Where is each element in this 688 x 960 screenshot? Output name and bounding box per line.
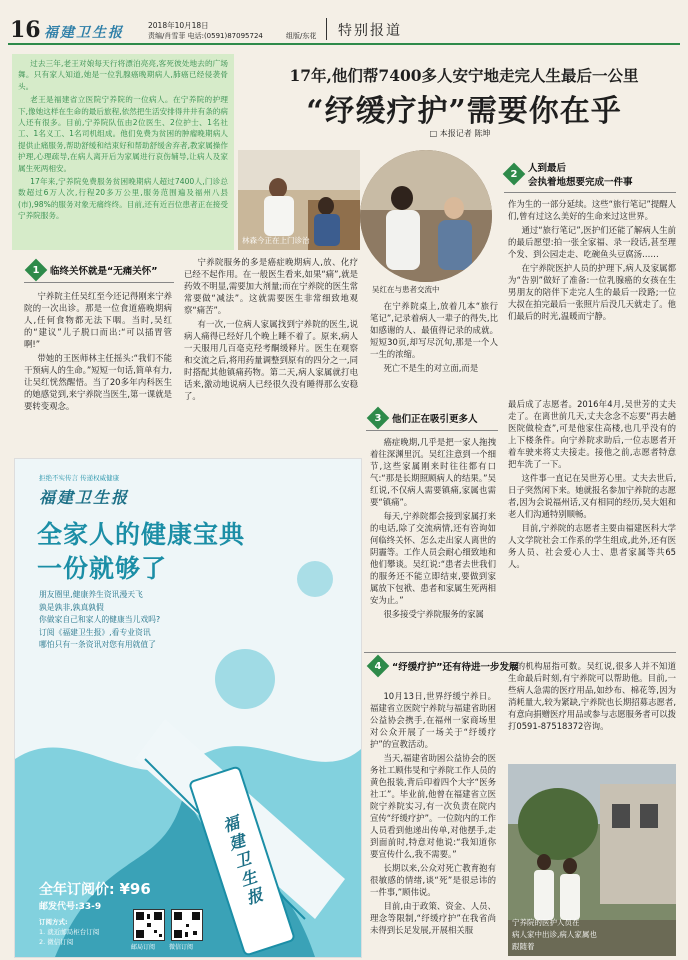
page-number: 16	[10, 17, 41, 43]
ad-order-item: 1. 就近邮局柜台订阅	[39, 928, 100, 936]
section1-number-badge: 1	[25, 259, 48, 282]
section2-number-badge: 2	[503, 163, 526, 186]
middle-paragraph: 在宁养院桌上,放着几本“旅行笔记”,记录着病人一辈子的得失,比如感谢的人、最值得记录的成就。短短30页,却写尽沉旬,那是一个人一生的浓缩。	[370, 301, 498, 359]
section1-header	[28, 262, 158, 278]
section4-body	[370, 690, 496, 956]
ad-banner: 全家人的健康宝典	[37, 520, 246, 549]
ad-order-title: 订阅方式:	[39, 918, 68, 926]
section1-paragraph: 宁养院服务的多是癌症晚期病人,放、化疗已经不起作用。在一般医生看来,如果“痛”,就是药效不明显,需要加大剂量;而在宁养院的医生常常要做“减法”。这就需要医生非常细致地观察“痛苦”。	[184, 257, 358, 315]
section4-paragraph: 10月13日,世界纾缓宁养日。福建省立医院宁养院与福建省助困公益协会携手,在福州一家商场里对公众开展了一场关于“纾缓疗护”的宣教活动。	[370, 691, 496, 749]
section1-body-col2	[184, 256, 358, 452]
section4-number-badge: 4	[367, 655, 390, 678]
section3-number-badge: 3	[367, 407, 390, 430]
section4-cont-body	[508, 660, 676, 760]
ad-tube-text: 福建卫生报	[218, 812, 266, 910]
middle-paragraph: 死亡不是生的对立面,而是	[383, 363, 479, 373]
section2-header	[506, 160, 633, 188]
section3-cont-paragraph: 这件事一直记在吴世芳心里。丈夫去世后,日子突然闲下来。她就报名参加宁养院的志愿者,因为会说福州话,又有相同的经历,吴大姐和老人们沟通特别顺畅。	[508, 473, 676, 519]
section3-paragraph: 癌症晚期,几乎是把一家人拖拽着往深渊里沉。吴红注意到一个细节,这些家属刚来时往往都有口气:“那是长期照顾病人的结果。”吴红说,不仅病人需要镇痛,家属也需要“镇痛”。	[370, 437, 496, 507]
photo-house-visit-caption-1: 宁养院的医护人员在	[512, 918, 580, 927]
ad-order-item: 2. 微信订阅	[39, 938, 74, 946]
intro-paragraph: 过去三年,老王对娘每天行将漂泊亮亮,客死彼处地去的广场舞。只有家人知道,她是一位乳腺癌晚期病人,肺癌已经侵袭骨头。	[18, 59, 228, 91]
ad-line: 孰是孰非,孰真孰假	[39, 602, 104, 612]
ad-line: 你做家自己和家人的健康当儿戏吗?	[39, 615, 161, 624]
section3-cont-paragraph: 目前,宁养院的志愿者主要由福建医科大学人文学院社会工作系的学生组成,此外,还有医务人员、社会爱心人士、患者家属等共65人。	[508, 523, 676, 569]
byline-icon: □	[429, 129, 440, 138]
designer-line: 组版/东花	[286, 32, 317, 40]
section2-paragraph: 作为生的一部分延续。这些“旅行笔记”提醒人们,曾有过这么美好的生命来过这世界。	[508, 199, 676, 221]
ad-price-row	[39, 879, 151, 899]
ad-masthead: 福建卫生报	[39, 488, 130, 507]
photo-wuhong-caption: 吴红在与患者交流中	[372, 285, 440, 294]
byline-box	[380, 128, 540, 139]
header-divider	[326, 18, 327, 40]
page-header	[0, 0, 688, 46]
editor-line: 责编/肖雪菲 电话:(0591)87095724	[148, 32, 263, 40]
section4-paragraph: 长期以来,公众对死亡教育抱有很敏感的情绪,谈“死”是很忌讳的一件事,”顾伟说。	[370, 863, 496, 897]
header-rule	[8, 43, 680, 45]
section2-paragraph: 通过“旅行笔记”,医护们还能了解病人生前的最后愿望:拍一张全家福、录一段话,甚至理个发、到公园走走、吃碗鱼头豆腐汤……	[508, 225, 676, 259]
section3-cont-paragraph: 最后成了志愿者。2016年4月,吴世芳的丈夫走了。在离世前几天,丈夫念念不忘要“再去趟医院做检查”,可是他家住高楼,也几乎没有的上下楼条件。向宁养院求助后,一位志愿者开着车驶来将丈夫接走。接他之前,志愿者特意把车洗了一下。	[508, 399, 676, 469]
ad-line: 朋友圈里,健康养生资讯漫天飞	[39, 590, 143, 599]
photo-doctor-visit	[238, 150, 360, 250]
ad-qr-1	[133, 909, 165, 941]
section2-title-1: 人到最后	[528, 163, 567, 174]
ad-order-block	[39, 917, 99, 947]
intro-box	[12, 54, 234, 250]
subscription-ad	[14, 458, 362, 958]
ad-banner-2: 一份就够了	[37, 554, 168, 583]
photo-doctor-visit-caption: 林森今正在上门诊治	[242, 236, 310, 245]
section4-title: “纾缓疗护”还有待进一步发展	[392, 662, 519, 673]
intro-paragraph: 17年来,宁养院免费服务贫困晚期病人超过7400人,门诊总数超过6万人次,行程20多万公里,服务范围遍及福州八县(市),98%的服务对象无痛终终。目前,还有近百位患者正在接受宁养院服务。	[18, 177, 228, 221]
headline-main: “纾缓疗护”需要你在乎	[306, 94, 622, 129]
photo-house-visit-caption-2: 病人家中出诊,病人家属也	[512, 930, 597, 939]
ad-price-label: 全年订阅价:	[39, 882, 115, 898]
section-label: 特别报道	[338, 23, 402, 39]
photo-house-visit	[508, 764, 676, 956]
section3-paragraph: 很多接受宁养院服务的家属	[383, 609, 484, 619]
photo-wuhong-image	[360, 150, 492, 282]
section3-body	[370, 436, 496, 656]
intro-paragraph: 老王是福建省立医院宁养院的一位病人。在宁养院的护理下,像她这样在生命的最后旅程,依然把生活安排得井井有条的病人还有很多。目前,宁养院队伍由2位医生、2位护士、1名社工、1名义工、1名司机组成。他们免费为贫困的肿瘤晚期病人提供止痛服务,帮助舒缓和结束好和帮助舒缓舍弃者,教家属操作护理,心理疏导,在病人离开后为家属进行哀伤辅导,让病人及家属生死两相安。	[18, 95, 228, 173]
headline-kicker: 17年,他们帮7400多人安宁地走完人生最后一公里	[289, 66, 639, 85]
section2-body	[508, 198, 676, 324]
section3-paragraph: 每天,宁养院都会接到家属打来的电话,除了交流病情,还有咨询如何临终关怀、怎么走出家人离世的阴霾等。工作人员会耐心细致地和他们攀谈。吴红说:“患者去世我们的服务还不能立即结束,要做到家属放下包袱、患者和家属生死两相安为止。”	[370, 511, 496, 605]
ad-qr-1-label: 邮局订阅	[131, 944, 156, 951]
section1-paragraph: 宁养院主任吴红至今还记得刚来宁养院的一次出诊。那是一位食道癌晚期病人,任何食物都无法下咽。当时,吴红的“建议”儿子脱口而出:“可以插胃管啊!”	[24, 291, 172, 349]
ad-line: 订阅《福建卫生报》,看专业资讯	[39, 627, 151, 637]
section4-paragraph: 当天,福建省助困公益协会的医务社工顾伟旻和宁养院工作人员的黄色报装,背后印着四个大字“医务社工”。毕业前,他曾在福建省立医院宁养院实习,有一次负责在院内宣传“纾缓疗护”。一位院内的工作人员看到他递出传单,对他摆手,走到面前时,特意对他说:“我知道你要宣传什么,我不需要。”	[370, 753, 496, 859]
issue-date: 2018年10月18日	[148, 21, 209, 30]
ad-postal-code: 邮发代号:33-9	[39, 902, 102, 912]
section4-header	[370, 658, 519, 674]
section1-rule	[24, 282, 174, 283]
masthead-small: 福建卫生报	[44, 25, 124, 41]
ad-qr-2-label: 微信订阅	[169, 944, 194, 951]
photo-house-visit-caption-3: 跟随着	[512, 942, 535, 951]
section3-cont-body	[508, 398, 676, 644]
section3-header	[370, 410, 478, 426]
photo-wuhong	[360, 150, 492, 282]
byline: 本报记者 陈坤	[439, 129, 491, 138]
ad-qr-2	[171, 909, 203, 941]
section1-paragraph: 带她的王医师林主任摇头:“我们不能干预病人的生命。”短短一句话,简单有力,让吴红恍然醒悟。当了20多年内科医生的她感觉到,来宁养院当医生,第一课就是要转变观念。	[24, 353, 172, 411]
section1-body-col1	[24, 290, 172, 450]
section1-paragraph: 有一次,一位病人家属找到宁养院的医生,说病人痛得已经好几个晚上睡不着了。原来,病人一天服用几百毫克羟考酮缓释片。医生在观察和交流之后,将用药量调整到原有的四分之一,同时搭配其他镇痛药物。第二天,病人家属就打电话来,激动地说病人已经很久没有睡得那么安稳了。	[184, 319, 358, 401]
ad-lines	[39, 589, 160, 652]
ad-line: 哪怕只有一条资讯对您有用就值了	[39, 640, 156, 649]
middle-body	[370, 300, 498, 376]
section3-title: 他们正在吸引更多人	[392, 414, 478, 425]
qr-code-icon	[134, 910, 164, 940]
section2-title-2: 会执着地想要完成一件事	[528, 177, 633, 188]
qr-code-icon	[172, 910, 202, 940]
section4-cont-paragraph: 务的机构屈指可数。吴红说,很多人并不知道生命最后时刻,有宁养院可以帮助他。目前,一些病人急需的医疗用品,如纱布、棉花等,因为消耗量大,较为紧缺,宁养院也长期招募志愿者,有意向捐赠医疗用品或参与志愿服务者可以拨打0591-87518372咨询。	[508, 661, 676, 731]
section4-divider	[364, 652, 676, 653]
section2-rule	[504, 192, 676, 193]
section2-paragraph: 在宁养院医护人员的护理下,病人及家属都为“告别”做好了准备:一位乳腺癌的女孩在生男朋友的陪伴下走完人生的最后一段路;一位大叔在拍完最后一张照片后没几天就走了。他们最后的时光,温暖而宁静。	[508, 263, 676, 321]
section3-rule	[366, 430, 498, 431]
ad-slogan: 拒绝不实传言 传递权威健康	[39, 474, 120, 482]
ad-price: ¥96	[119, 880, 151, 898]
section4-paragraph: 目前,由于政策、资金、人员、理念等限制,“纾缓疗护”在我省尚未得到长足发展,开展相关服	[370, 901, 496, 935]
section1-title: 临终关怀就是“无痛关怀”	[50, 266, 158, 277]
